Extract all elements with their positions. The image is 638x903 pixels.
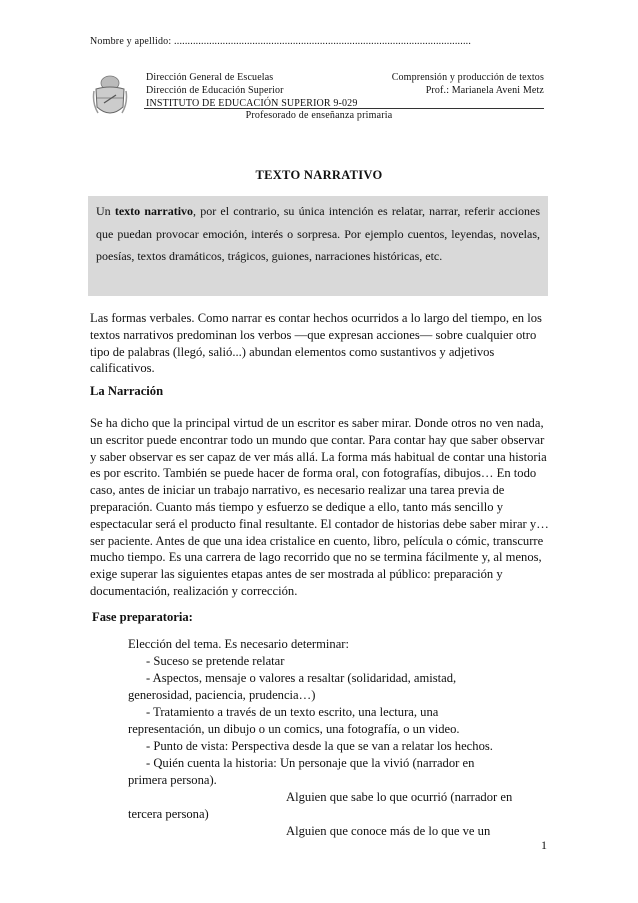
verbs-paragraph: Las formas verbales. Como narrar es contar hechos ocurridos a lo largo del tiempo, en los textos narrativos predominan los verbos —que expresan acciones— sobre cualquier otro tipo de palabras (llegó, salió...) abundan elementos como sustantivos y adjetivos calificativos. (90, 311, 542, 376)
course-header (376, 71, 544, 97)
student-name-line: Nombre y apellido: .............................................................................................................. (90, 36, 472, 47)
phase-line: primera persona). (128, 773, 217, 787)
institution-header (146, 71, 357, 110)
definition-term: texto narrativo (114, 204, 194, 218)
phase-line: Elección del tema. Es necesario determinar: (128, 637, 349, 651)
definition-text (96, 200, 540, 268)
definition-pre: Un (96, 204, 115, 218)
phase-line: representación, un dibujo o un comics, una fotografía, o un video. (128, 722, 460, 736)
teacher-name: Prof.: Marianela Aveni Metz (425, 85, 544, 96)
phase-line: generosidad, paciencia, prudencia…) (128, 688, 316, 702)
header-line-2: Dirección de Educación Superior (146, 85, 284, 96)
document-title: TEXTO NARRATIVO (255, 168, 383, 182)
header-divider (144, 108, 544, 109)
phase-line: Alguien que conoce más de lo que ve un (286, 824, 491, 838)
definition-box (88, 196, 548, 296)
narration-heading: La Narración (90, 384, 164, 398)
course-name: Comprensión y producción de textos (391, 72, 544, 83)
phase-line: tercera persona) (128, 807, 209, 821)
header-line-3: INSTITUTO DE EDUCACIÓN SUPERIOR 9-029 (146, 98, 358, 109)
phase-heading: Fase preparatoria: (92, 610, 193, 624)
phase-line: - Aspectos, mensaje o valores a resaltar (solidaridad, amistad, (146, 671, 457, 685)
header-line-1: Dirección General de Escuelas (146, 72, 274, 83)
narration-paragraph: Se ha dicho que la principal virtud de un escritor es saber mirar. Donde otros no ven nada, un escritor puede encontrar todo un mundo que contar. Para contar hay que saber observar y saber observar es ser capaz de ver más allá. La forma más habitual de contar una historia es por escrito. También se puede hacer de forma oral, con fotografías, dibujos… En todo caso, antes de iniciar un trabajo narrativo, es necesario realizar una tarea previa de preparación. Cuanto más tiempo y esfuerzo se dedique a ello, tanto más sencillo y espectacular será el producto final resultante. El contador de historias debe saber mirar y… ser paciente. Antes de que una idea cristalice en cuento, libro, película o cómic, transcurre mucho tiempo. Es una carrera de lago recorrido que no se termina fácilmente y, al menos, exige superar las siguientes etapas antes de ser mostrada al público: preparación y documentación, realización y corrección. (90, 416, 549, 598)
definition-post: , por el contrario, su única intención es relatar, narrar, referir acciones que puedan provocar emoción, interés o sorpresa. Por ejemplo cuentos, leyendas, novelas, poesías, textos dramáticos, trágicos, guiones, narraciones históricas, etc. (96, 204, 540, 263)
page-number: 1 (541, 838, 547, 852)
phase-line: - Tratamiento a través de un texto escrito, una lectura, una (146, 705, 439, 719)
phase-line: - Suceso se pretende relatar (146, 654, 285, 668)
phase-line: - Quién cuenta la historia: Un personaje que la vivió (narrador en (146, 756, 475, 770)
phase-line: Alguien que sabe lo que ocurrió (narrador en (286, 790, 513, 804)
program-name: Profesorado de enseñanza primaria (245, 110, 393, 121)
phase-line: - Punto de vista: Perspectiva desde la que se van a relatar los hechos. (146, 739, 493, 753)
